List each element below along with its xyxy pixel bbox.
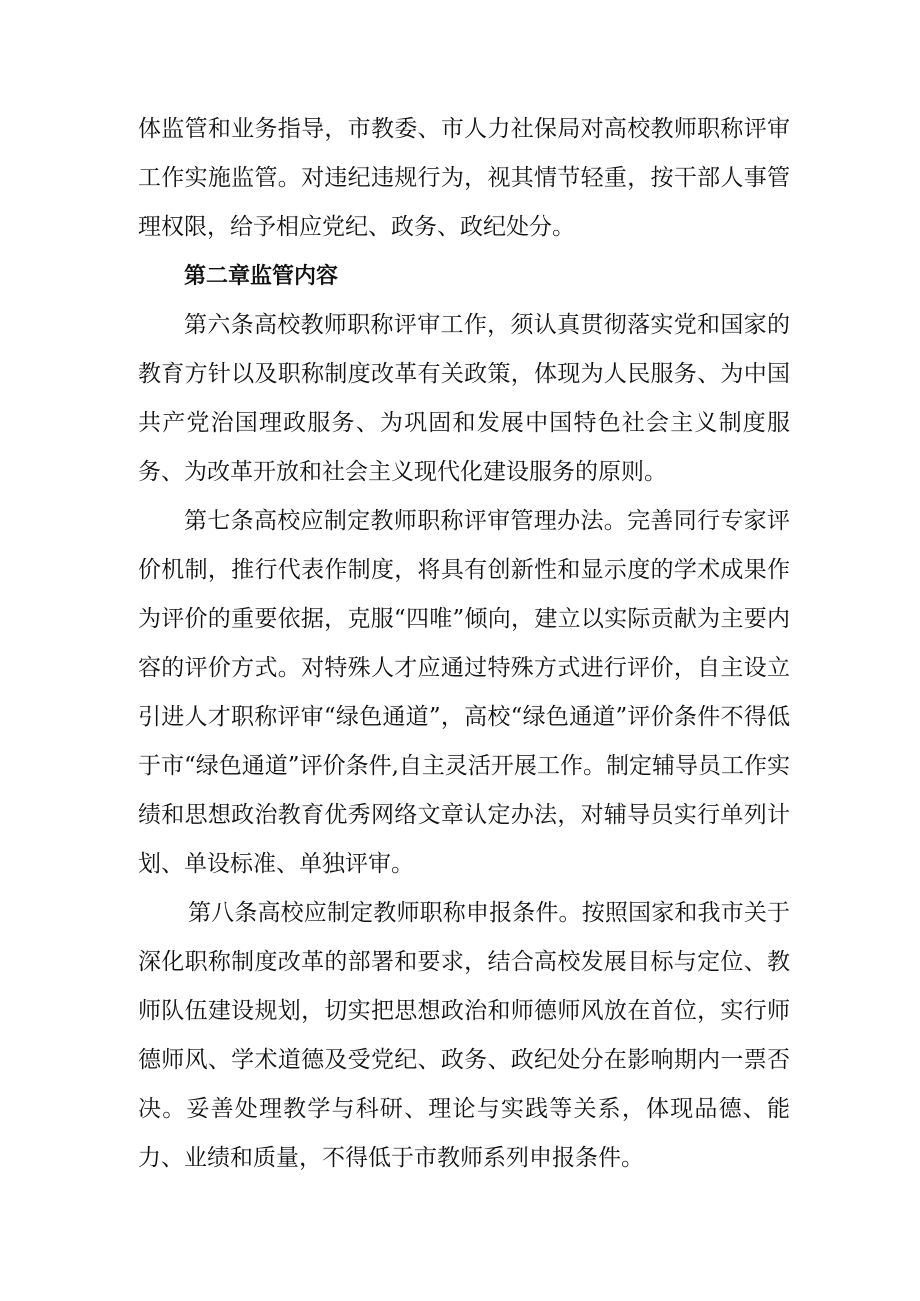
article-6-paragraph: 第六条高校教师职称评审工作，须认真贯彻落实党和国家的教育方针以及职称制度改革有关政策，体现为人民服务、为中国共产党治国理政服务、为巩固和发展中国特色社会主义制度服务、为改革开放和社会主义现代化建设服务的原则。 bbox=[138, 312, 790, 485]
chapter-heading: 第二章监管内容 bbox=[184, 264, 339, 289]
article-7-paragraph: 第七条高校应制定教师职称评审管理办法。完善同行专家评价机制，推行代表作制度，将具有创新性和显示度的学术成果作为评价的重要依据，克服“四唯”倾向，建立以实际贡献为主要内容的评价方式。对特殊人才应通过特殊方式进行评价，自主设立引进人才职称评审“绿色通道”，高校“绿色通道”评价条件不得低于市“绿色通道”评价条件,自主灵活开展工作。制定辅导员工作实绩和思想政治教育优秀网络文章认定办法，对辅导员实行单列计划、单设标准、单独评审。 bbox=[138, 508, 790, 877]
document-body bbox=[138, 105, 790, 1183]
article-8-paragraph: 第八条高校应制定教师职称申报条件。按照国家和我市关于深化职称制度改革的部署和要求，结合高校发展目标与定位、教师队伍建设规划，切实把思想政治和师德师风放在首位，实行师德师风、学术道德及受党纪、政务、政纪处分在影响期内一票否决。妥善处理教学与科研、理论与实践等关系，体现品德、能力、业绩和质量，不得低于市教师系列申报条件。 bbox=[138, 900, 790, 1171]
paragraph-continuation: 体监管和业务指导，市教委、市人力社保局对高校教师职称评审工作实施监管。对违纪违规行为，视其情节轻重，按干部人事管理权限，给予相应党纪、政务、政纪处分。 bbox=[138, 116, 790, 240]
